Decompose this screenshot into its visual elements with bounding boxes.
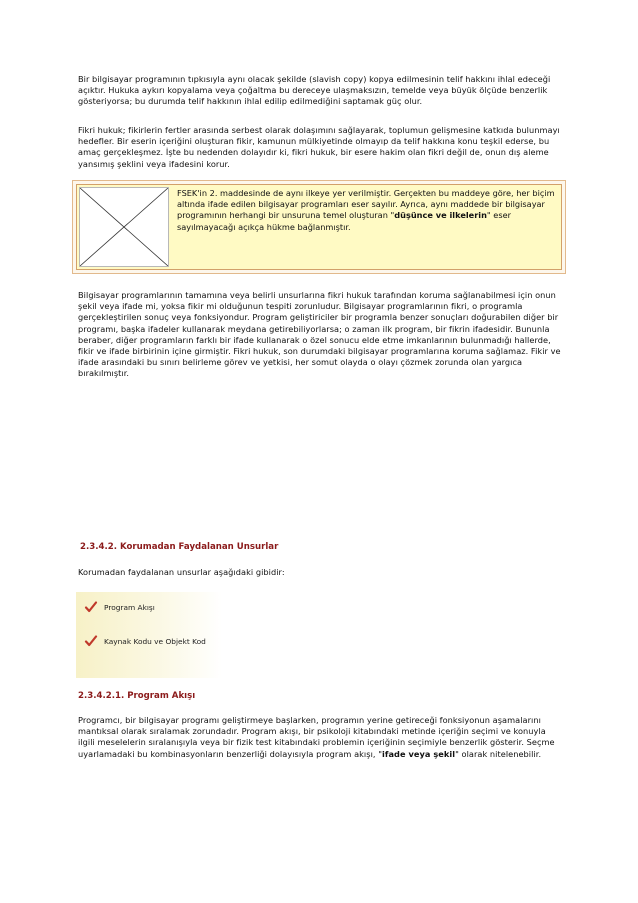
callout-text-bold: düşünce ve ilkelerin <box>394 210 487 221</box>
paragraph-program-akisi-pre: Programcı, bir bilgisayar programı geliştirmeye başlarken, programın yerine getireceği fonksiyonun aşamalarını mantıksal olarak sıralamak zorundadır. Program akışı, bir psikoloji kitabındaki metinde içeriğin seçimi ve konuyla ilgili meselelerin sıralanışıyla veya bir fizik test kitabındaki problemin içeriğinin seçimiyle benzerlik gösterir. Seçme uyarlamadaki bu kombinasyonların benzerliği dolayısıyla program akışı, " <box>78 715 555 759</box>
paragraph-program-akisi <box>78 715 564 760</box>
list-item-program-akisi <box>84 600 155 614</box>
callout-text-pre: FSEK'in 2. maddesinde de aynı ilkeye yer verilmiştir. Gerçekten bu maddeye göre, her biçim altında ifade edilen bilgisayar programları eser sayılır. Ayrıca, aynı maddede bir bilgisayar programının herhangi bir unsuruna temel oluşturan " <box>177 188 555 221</box>
paragraph-bilgisayar-programlari: Bilgisayar programlarının tamamına veya belirli unsurlarına fikri hukuk tarafından koruma sağlanabilmesi için onun şekil veya ifade mi, yoksa fikir mi olduğunun tespiti zorunludur. Bilgisayar programlarının fikri, o programla gerçekleştirilen sonuç veya fonksiyondur. Program geliştiriciler bir programla benzer sonuçları doğurabilen diğer bir programı, başka ifadeler kullanarak meydana getirebiliyorlarsa; o zaman ilk program, bir fikrin ifadesidir. Bununla beraber, diğer programların farklı bir ifade kullanarak o özel sonucu elde etme imkanlarının bulunmadığı hallerde, fikir ve ifade birbirinin içine girmiştir. Fikri hukuk, son durumdaki bilgisayar programlarına koruma sağlamaz. Fikir ve ifade arasındaki bu sınırı belirleme görev ve yetkisi, her somut olayda o olayı çözmek zorunda olan yargıca bırakılmıştır. <box>78 290 561 379</box>
section-heading-korumadan: 2.3.4.2. Korumadan Faydalanan Unsurlar <box>80 542 279 552</box>
protected-elements-list <box>76 592 222 678</box>
checkmark-icon <box>84 634 98 648</box>
image-placeholder-icon <box>79 187 169 267</box>
list-item-kaynak-kodu <box>84 634 206 648</box>
paragraph-program-akisi-bold: ifade veya şekil <box>382 748 456 759</box>
callout-inner <box>76 184 562 270</box>
callout-box <box>72 180 566 274</box>
callout-text-post: " eser sayılmayacağı açıkça hükme bağlanmıştır. <box>177 210 511 232</box>
callout-text <box>177 188 557 233</box>
paragraph-program-akisi-post: " olarak nitelenebilir. <box>455 748 542 759</box>
list-item-label: Program Akışı <box>104 602 155 612</box>
paragraph-slavish-copy: Bir bilgisayar programının tıpkısıyla aynı olacak şekilde (slavish copy) kopya edilmesinin telif hakkını ihlal edeceği açıktır. Hukuka aykırı kopyalama veya çoğaltma bu dereceye ulaşmaksızın, temelde veya büyük ölçüde benzerlik gösteriyorsa; bu durumda telif hakkının ihlal edilip edilmediğini saptamak güç olur. <box>78 74 551 107</box>
checkmark-icon <box>84 600 98 614</box>
section-heading-program-akisi: 2.3.4.2.1. Program Akışı <box>78 691 196 701</box>
list-item-label: Kaynak Kodu ve Objekt Kod <box>104 636 206 646</box>
paragraph-fikri-hukuk: Fikri hukuk; fikirlerin fertler arasında serbest olarak dolaşımını sağlayarak, toplumun gelişmesine katkıda bulunmayı hedefler. Bir eserin içeriğini oluşturan fikir, kamunun mülkiyetinde olmayıp da telif hakkına konu teşkil ederse, bu amaç gerçekleşmez. İşte bu nedenden dolayıdır ki, fikri hukuk, bir esere hakim olan fikri değil de, onun dış aleme yansımış şeklini veya ifadesini korur. <box>78 125 560 169</box>
paragraph-korumadan-intro: Korumadan faydalanan unsurlar aşağıdaki gibidir: <box>78 567 285 577</box>
